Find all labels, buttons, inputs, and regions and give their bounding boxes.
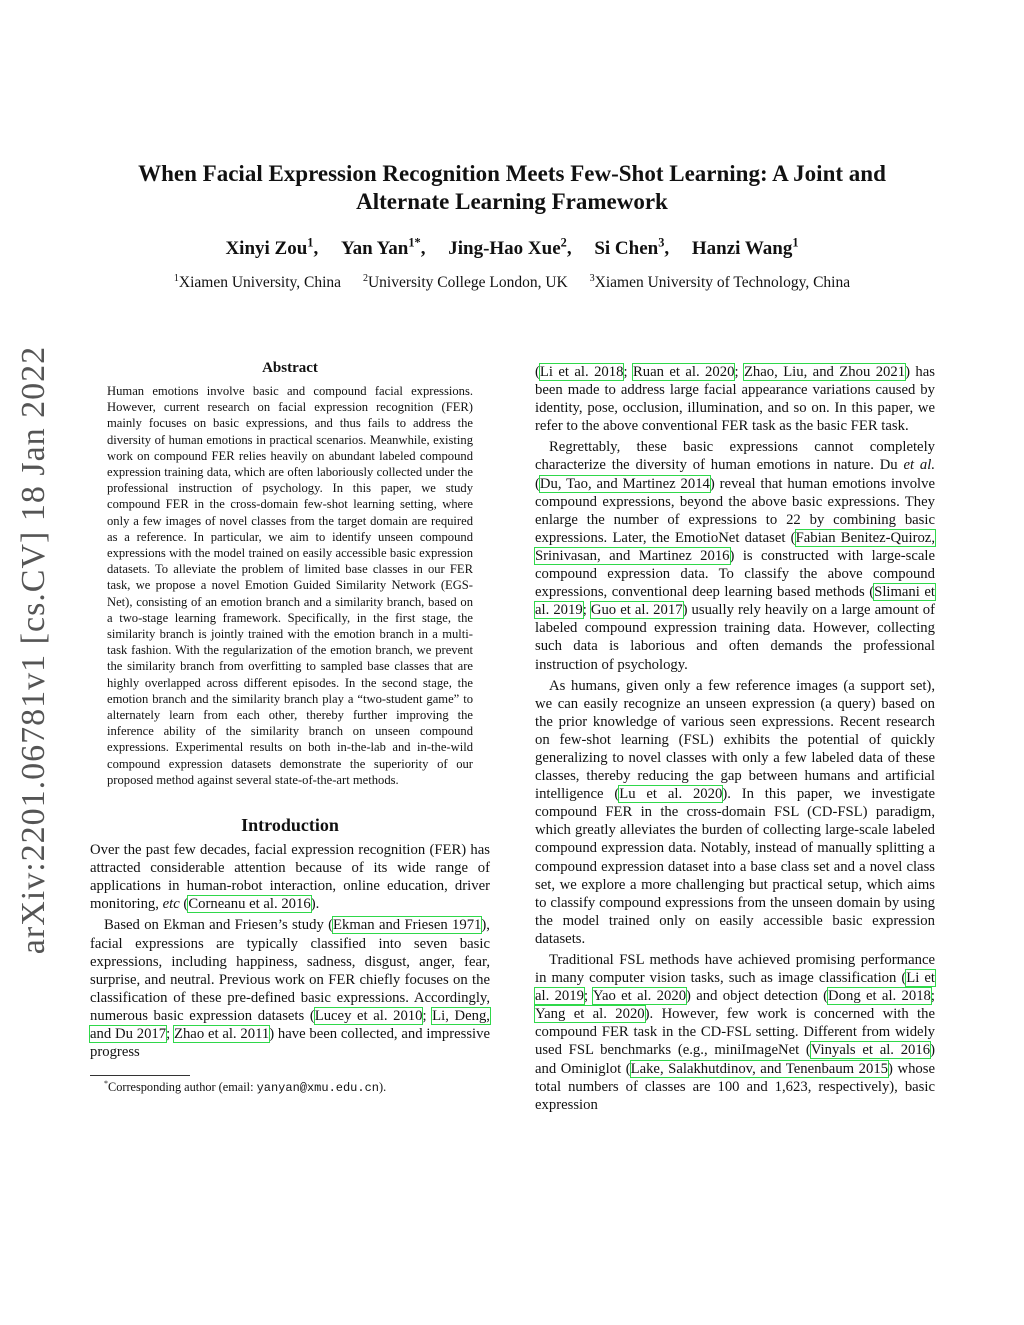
arxiv-identifier: arXiv:2201.06781v1 [cs.CV] 18 Jan 2022 bbox=[15, 345, 52, 955]
citation-link[interactable]: Dong et al. 2018 bbox=[828, 988, 931, 1005]
abstract-heading: Abstract bbox=[262, 360, 318, 376]
citation-link[interactable]: Li et al. 2019 bbox=[535, 970, 935, 1005]
intro-paragraph-6: Traditional FSL methods have achieved promising performance in many computer vision tasks, such as image classification (Li et al. 2019; Yao et al. 2020) and object detection (Dong et al. 2018; Yang et al. 2020). However, few work is concerned with the compound FER task in the CD-FSL setting. Different from widely used FSL benchmarks (e.g., miniImageNet (Vinyals et al. 2016) and Ominiglot (Lake, Salakhutdinov, and Tenenbaum 2015) whose total numbers of classes are 100 and 1,623, respectively), basic expression bbox=[535, 952, 936, 1113]
intro-paragraph-5: As humans, given only a few reference images (a support set), we can easily recognize an unseen expression (a query) based on the prior knowledge of various seen expressions. Recent research on few-shot learning (FSL) exhibits the potential of quickly generalizing to novel classes with only a few labeled data of these classes, thereby reducing the gap between humans and artificial intelligence (Lu et al. 2020). In this paper, we investigate compound FER in the cross-domain FSL (CD-FSL) paradigm, which greatly alleviates the burden of collecting large-scale labeled compound expression data. Notably, instead of manually splitting a compound expression dataset into a base class set and a novel class set, we explore a more challenging but practical setup, which aims to classify compound expressions from the unseen domain by using the model trained only on easily accessible basic expression datasets. bbox=[535, 677, 935, 947]
left-column bbox=[90, 360, 490, 1096]
citation-link[interactable]: Vinyals et al. 2016 bbox=[810, 1042, 931, 1059]
intro-paragraph-3: (Li et al. 2018; Ruan et al. 2020; Zhao, Liu, and Zhou 2021) has been made to address large facial appearance variations caused by identity, pose, occlusion, illumination, and so on. In this paper, we refer to the above conventional FER task as the basic FER task. bbox=[535, 364, 935, 435]
citation-link[interactable]: Guo et al. 2017 bbox=[590, 602, 683, 619]
intro-paragraph-4: Regrettably, these basic expressions cannot completely characterize the diversity of human emotions in nature. Du et al. (Du, Tao, and Martinez 2014) reveal that human emotions involve compound expressions, beyond the above basic expressions. They enlarge the number of expressions to 22 by combining basic expressions. Later, the EmotioNet dataset (Fabian Benitez-Quiroz, Srinivasan, and Martinez 2016) is constructed with large-scale compound expression data. To classify the above compound expressions, conventional deep learning based methods (Slimani et al. 2019; Guo et al. 2017) usually rely heavily on a large amount of labeled compound expression training data. However, collecting such data is laborious and often demands the professional instruction of psychology. bbox=[535, 439, 935, 673]
citation-link[interactable]: Yao et al. 2020 bbox=[592, 988, 687, 1005]
author: Hanzi Wang$^1$ bbox=[691, 235, 799, 259]
citation-link[interactable]: Lucey et al. 2010 bbox=[314, 1007, 423, 1024]
affiliation: $^3$Xiamen University of Technology, China bbox=[589, 272, 851, 291]
footnote: *Corresponding author (email: yanyan@xmu.edu.cn). bbox=[104, 1079, 387, 1096]
citation-link[interactable]: Lu et al. 2020 bbox=[619, 786, 723, 803]
title-line-2: Alternate Learning Framework bbox=[356, 189, 668, 214]
citation-link[interactable]: Fabian Benitez-Quiroz, Srinivasan, and Martinez 2016 bbox=[535, 529, 935, 564]
citation-link[interactable]: Zhao et al. 2011 bbox=[173, 1026, 270, 1043]
introduction-heading: Introduction bbox=[241, 815, 339, 836]
citation-link[interactable]: Corneanu et al. 2016 bbox=[188, 896, 311, 913]
citation-link[interactable]: Slimani et al. 2019 bbox=[535, 584, 935, 619]
intro-paragraph-2: Based on Ekman and Friesen’s study (Ekman and Friesen 1971), facial expressions are typically classified into seven basic expressions, including happiness, sadness, disgust, anger, fear, surprise, and neutral. Previous work on FER chiefly focuses on the classification of these pre-defined basic expressions. Accordingly, numerous basic expression datasets (Lucey et al. 2010; Li, Deng, and Du 2017; Zhao et al. 2011) have been collected, and impressive progress bbox=[90, 917, 490, 1061]
citation-link[interactable]: Yang et al. 2020 bbox=[535, 1006, 645, 1023]
title-line-1: When Facial Expression Recognition Meets Few-Shot Learning: A Joint and bbox=[138, 161, 886, 186]
paper-title bbox=[90, 160, 934, 216]
author: Jing-Hao Xue$^2$, bbox=[448, 235, 572, 259]
citation-link[interactable]: Li et al. 2018 bbox=[539, 364, 624, 380]
author: Si Chen$^3$, bbox=[594, 235, 670, 259]
citation-link[interactable]: Ekman and Friesen 1971 bbox=[333, 917, 482, 934]
footnote-divider bbox=[90, 1075, 190, 1076]
citation-link[interactable]: Zhao, Liu, and Zhou 2021 bbox=[743, 364, 906, 380]
intro-paragraph-1: Over the past few decades, facial expression recognition (FER) has attracted considerable attention because of its wide range of applications in human-robot interaction, online education, driver monitoring, etc (Corneanu et al. 2016). bbox=[90, 842, 490, 913]
author: Yan Yan$^{1*}$, bbox=[340, 235, 426, 259]
affiliation: $^2$University College London, UK bbox=[362, 272, 568, 291]
citation-link[interactable]: Ruan et al. 2020 bbox=[632, 364, 735, 380]
email-address: yanyan@xmu.edu.cn bbox=[256, 1081, 379, 1096]
right-column bbox=[535, 363, 935, 1114]
citation-link[interactable]: Li, Deng, and Du 2017 bbox=[90, 1007, 490, 1043]
author: Xinyi Zou$^1$, bbox=[225, 235, 319, 259]
affiliation: $^1$Xiamen University, China bbox=[173, 272, 342, 291]
affiliation-list bbox=[90, 274, 934, 292]
citation-link[interactable]: Du, Tao, and Martinez 2014 bbox=[539, 475, 710, 492]
author-list bbox=[90, 235, 934, 260]
abstract-text: Human emotions involve basic and compound facial expressions. However, current research on facial expression recognition (FER) mainly focuses on basic expressions, and thus fails to address the diversity of human emotions in practical scenarios. Meanwhile, existing work on compound FER relies heavily on abundant labeled compound expression training data, which are often laboriously collected under the professional instruction of psychology. In this paper, we study compound FER in the cross-domain few-shot learning setting, where only a few images of novel classes from the target domain are required as a reference. In particular, we aim to identify unseen compound expressions with the model trained on easily accessible basic expression datasets. To alleviate the problem of limited base classes in our FER task, we propose a novel Emotion Guided Similarity Network (EGS-Net), consisting of an emotion branch and a similarity branch, based on a two-stage learning framework. Specifically, in the first stage, the similarity branch is jointly trained with the emotion branch in a multi-task fashion. With the regularization of the emotion branch, we prevent the similarity branch from overfitting to sampled base classes that are highly overlapped across different episodes. In the second stage, the emotion branch and the similarity branch play a “two-student game” to alternately learn from each other, thereby further improving the inference ability of the similarity branch on unseen compound expressions. Experimental results on both in-the-lab and in-the-wild compound expression datasets demonstrate the superiority of our proposed method against several state-of-the-art methods. bbox=[107, 384, 473, 787]
citation-link[interactable]: Lake, Salakhutdinov, and Tenenbaum 2015 bbox=[630, 1060, 889, 1077]
